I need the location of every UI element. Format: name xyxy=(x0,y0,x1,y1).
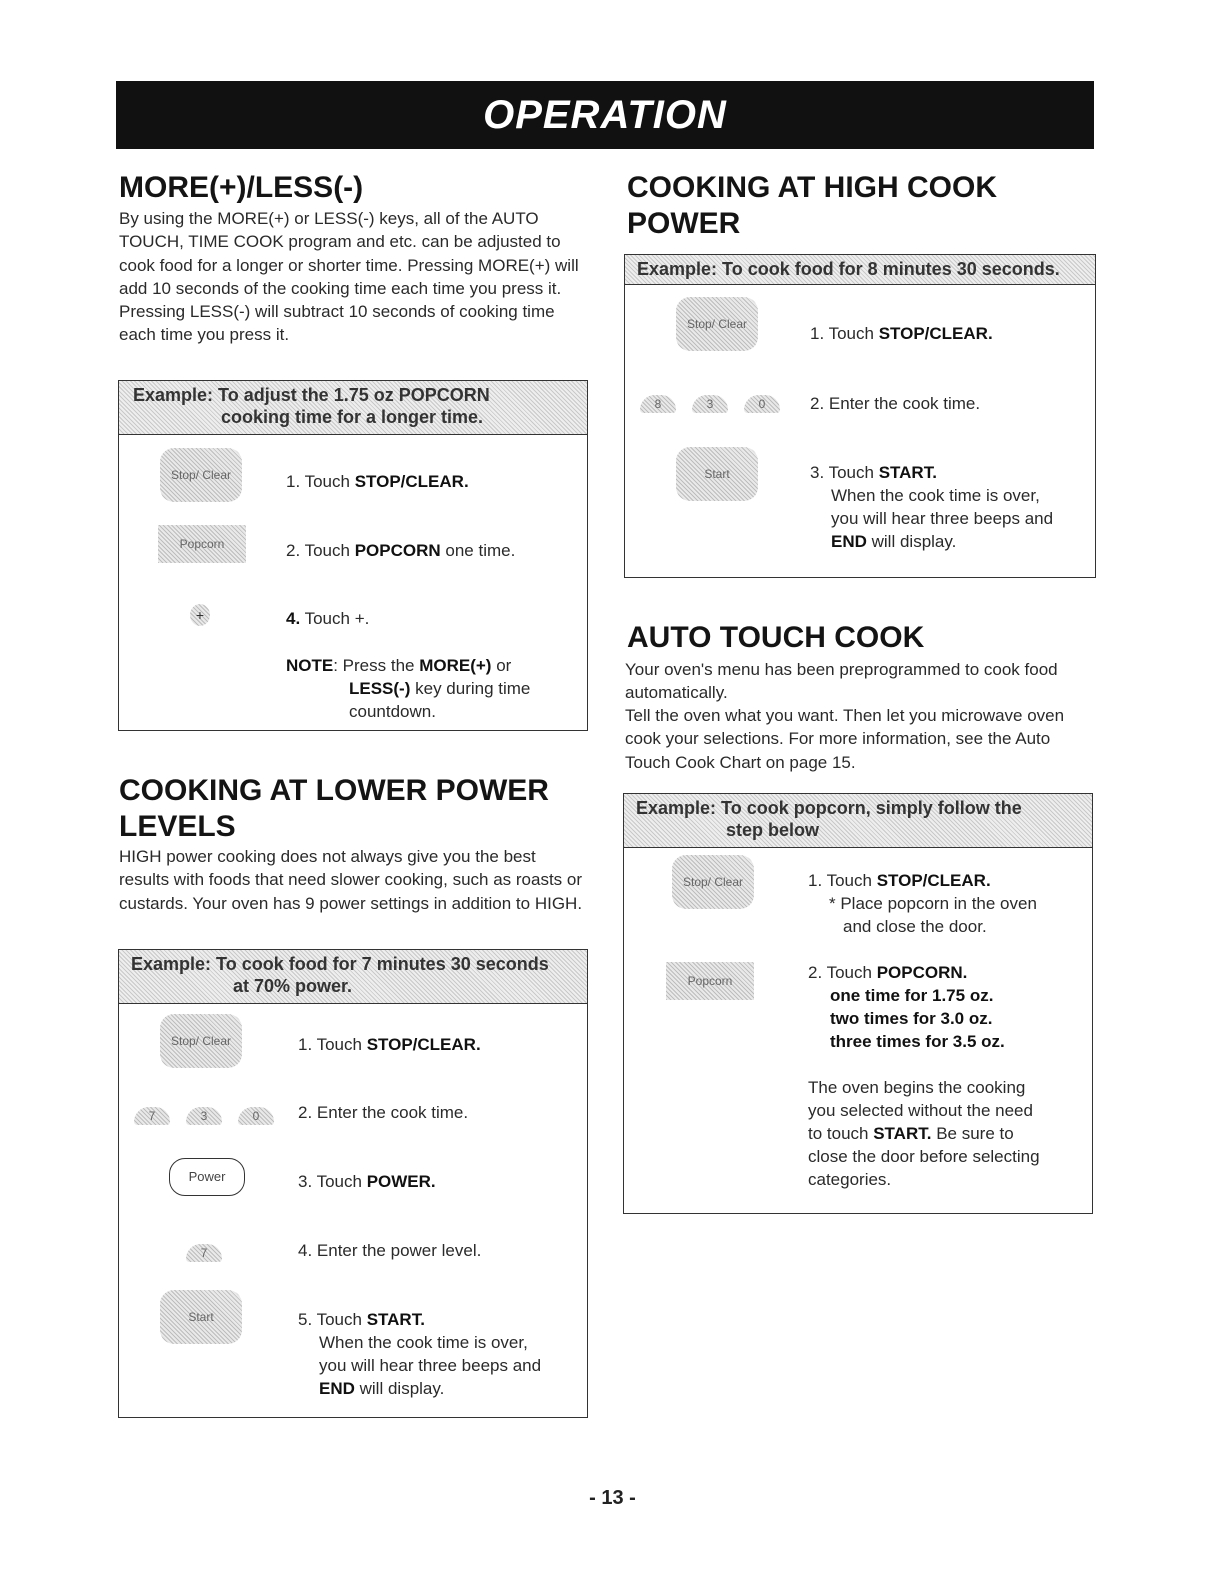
step-1: 1. Touch STOP/CLEAR. xyxy=(810,324,993,343)
digit-3-button: 3 xyxy=(692,395,728,413)
example-heading: Example: To cook food for 7 minutes 30 seconds at 70% power. xyxy=(119,950,587,1004)
digit-0-button: 0 xyxy=(238,1107,274,1125)
step-1: 1. Touch STOP/CLEAR. * Place popcorn in the oven and close the door. xyxy=(808,871,1037,936)
power-button: Power xyxy=(169,1158,245,1196)
step-4: 4. Touch +. xyxy=(286,609,370,628)
auto-touch-title: AUTO TOUCH COOK xyxy=(627,621,925,654)
plus-button: + xyxy=(190,604,210,626)
stop-clear-button: Stop/ Clear xyxy=(160,448,242,502)
digit-8-button: 8 xyxy=(640,395,676,413)
more-less-title: MORE(+)/LESS(-) xyxy=(119,171,364,204)
step-1: 1. Touch STOP/CLEAR. xyxy=(298,1035,481,1054)
section-banner xyxy=(116,81,1094,149)
digit-7-button: 7 xyxy=(134,1107,170,1125)
more-less-paragraph: By using the MORE(+) or LESS(-) keys, all of the AUTO TOUCH, TIME COOK program and etc. can be adjusted to cook food for a longer or shorter time. Pressing MORE(+) will add 10 seconds of the cooking time each time you press it. Pressing LESS(-) will subtract 10 seconds of cooking time each time you press it. xyxy=(119,209,579,345)
high-power-title: COOKING AT HIGH COOK POWER xyxy=(627,171,997,240)
stop-clear-button: Stop/ Clear xyxy=(160,1014,242,1068)
stop-clear-button: Stop/ Clear xyxy=(672,855,754,909)
step-4: 4. Enter the power level. xyxy=(298,1241,482,1260)
banner-title: OPERATION xyxy=(483,92,727,137)
note: NOTE: Press the MORE(+) or LESS(-) key during time countdown. xyxy=(286,656,531,721)
auto-touch-paragraph-2: Tell the oven what you want. Then let you microwave oven cook your selections. For more information, see the Auto Touch Cook Chart on page 15. xyxy=(625,706,1065,772)
digit-0-button: 0 xyxy=(744,395,780,413)
example-heading: Example: To cook food for 8 minutes 30 seconds. xyxy=(625,255,1095,285)
digit-3-button: 3 xyxy=(186,1107,222,1125)
step-1: 1. Touch STOP/CLEAR. xyxy=(286,472,469,491)
popcorn-button: Popcorn xyxy=(666,962,754,1000)
example-heading: Example: To cook popcorn, simply follow the step below xyxy=(624,794,1092,848)
auto-touch-paragraph-1: Your oven's menu has been preprogrammed to cook food automatically. xyxy=(625,660,1058,703)
step-2: 2. Touch POPCORN one time. xyxy=(286,541,516,560)
lower-power-paragraph: HIGH power cooking does not always give you the best results with foods that need slower cooking, such as roasts or custards. Your oven has 9 power settings in addition to HIGH. xyxy=(119,847,583,913)
step-2: 2. Enter the cook time. xyxy=(298,1103,469,1122)
example-heading: Example: To adjust the 1.75 oz POPCORN cooking time for a longer time. xyxy=(119,381,587,435)
start-button: Start xyxy=(676,447,758,501)
page-number: - 13 - xyxy=(589,1487,636,1509)
digit-7-button: 7 xyxy=(186,1244,222,1262)
lower-power-title: COOKING AT LOWER POWER LEVELS xyxy=(119,774,549,843)
step-5: 5. Touch START. When the cook time is over, you will hear three beeps and END will display. xyxy=(298,1310,542,1398)
closing-note: The oven begins the cooking you selected without the need to touch START. Be sure to close the door before selecting categories. xyxy=(808,1078,1040,1189)
start-button: Start xyxy=(160,1290,242,1344)
step-3: 3. Touch START. When the cook time is over, you will hear three beeps and END will display. xyxy=(810,463,1054,551)
step-3: 3. Touch POWER. xyxy=(298,1172,436,1191)
popcorn-button: Popcorn xyxy=(158,525,246,563)
step-2: 2. Touch POPCORN. one time for 1.75 oz. two times for 3.0 oz. three times for 3.5 oz. xyxy=(808,963,1005,1051)
step-2: 2. Enter the cook time. xyxy=(810,394,981,413)
stop-clear-button: Stop/ Clear xyxy=(676,297,758,351)
